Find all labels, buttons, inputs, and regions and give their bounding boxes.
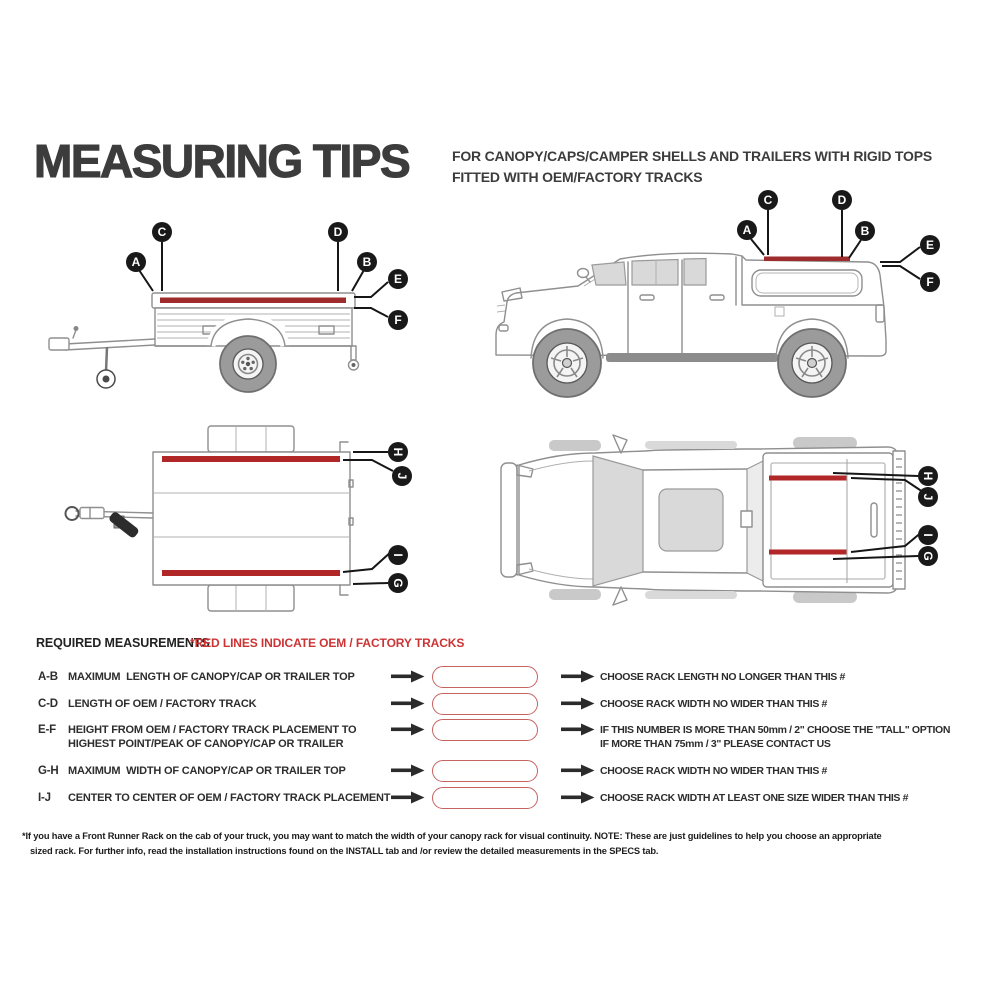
svg-text:F: F xyxy=(926,275,934,289)
arrow-right-icon xyxy=(561,697,595,710)
svg-text:J: J xyxy=(921,493,935,501)
measurement-key: E-F xyxy=(38,724,56,736)
measurement-key: C-D xyxy=(38,698,58,710)
arrow-right-icon xyxy=(561,723,595,736)
measurement-label: LENGTH OF OEM / FACTORY TRACK xyxy=(68,698,257,710)
trailer-side-view-diagram xyxy=(35,205,425,405)
trailer-tongue xyxy=(49,326,155,388)
jockey-handle xyxy=(108,511,140,539)
page-subtitle-line1: FOR CANOPY/CAPS/CAMPER SHELLS AND TRAILERS WITH RIGID TOPS xyxy=(452,148,932,164)
oem-track-line-side xyxy=(764,257,850,262)
footnote xyxy=(22,829,882,858)
trailer-top-art xyxy=(66,426,354,611)
callout-h xyxy=(918,466,938,486)
measurement-row-ij xyxy=(0,792,1000,826)
svg-text:H: H xyxy=(921,471,935,481)
measurement-key: G-H xyxy=(38,765,59,777)
arrow-right-icon xyxy=(391,791,425,804)
callout-j xyxy=(918,487,938,507)
callout-a xyxy=(126,252,146,272)
oem-track-line-top xyxy=(769,476,847,481)
footnote-line2: sized rack. For further info, read the installation instructions found on the INSTALL tab and /or review the detailed measurements in the SPECS tab. xyxy=(30,845,659,856)
callout-d xyxy=(328,222,348,242)
oem-track-line-top xyxy=(162,456,340,462)
measurement-value-box xyxy=(432,693,538,715)
arrow-right-icon xyxy=(561,670,595,683)
red-lines-note: *RED LINES INDICATE OEM / FACTORY TRACKS xyxy=(190,636,465,650)
oem-track-line-top xyxy=(769,550,847,555)
measurement-key: A-B xyxy=(38,671,58,683)
sunroof xyxy=(659,489,723,551)
measurement-result: CHOOSE RACK LENGTH NO LONGER THAN THIS # xyxy=(600,671,846,683)
measurement-value-box xyxy=(432,787,538,809)
callout-h xyxy=(388,442,408,462)
arrow-right-icon xyxy=(391,723,425,736)
svg-text:H: H xyxy=(391,447,405,457)
callout-e xyxy=(920,235,940,255)
callout-b xyxy=(357,252,377,272)
arrow-right-icon xyxy=(561,764,595,777)
arrow-right-icon xyxy=(391,764,425,777)
svg-text:D: D xyxy=(333,225,343,239)
callout-f xyxy=(920,272,940,292)
callout-i xyxy=(388,545,408,565)
callout-b xyxy=(855,221,875,241)
measurement-value-box xyxy=(432,666,538,688)
measurement-value-box xyxy=(432,760,538,782)
svg-text:C: C xyxy=(157,225,167,239)
measurement-row-ef xyxy=(0,724,1000,758)
rocker-panel xyxy=(606,353,778,362)
callout-e xyxy=(388,269,408,289)
canopy-window xyxy=(752,270,862,296)
measurement-result: IF THIS NUMBER IS MORE THAN 50mm / 2" CHOOSE THE "TALL" OPTION IF MORE THAN 75mm / 3" PLEASE CONTACT US xyxy=(600,724,951,750)
svg-text:D: D xyxy=(837,193,847,207)
truck-top-view-diagram xyxy=(495,425,955,615)
svg-text:I: I xyxy=(391,553,405,557)
trailer-side-art xyxy=(49,293,359,392)
oem-track-line-side xyxy=(160,298,346,304)
canopy-top xyxy=(763,453,893,587)
measurement-label: MAXIMUM WIDTH OF CANOPY/CAP OR TRAILER TOP xyxy=(68,765,346,777)
windshield xyxy=(593,456,643,586)
rear-wheel xyxy=(778,329,846,397)
measurement-key: I-J xyxy=(38,792,51,804)
footnote-line1: *If you have a Front Runner Rack on the cab of your truck, you may want to match the width of your canopy rack for visual continuity. NOTE: These are just guidelines to help you choose an appropriate xyxy=(22,831,882,841)
callout-g xyxy=(918,546,938,566)
callout-c xyxy=(758,190,778,210)
svg-text:A: A xyxy=(742,223,752,237)
callout-i xyxy=(918,525,938,545)
svg-text:B: B xyxy=(860,224,870,238)
svg-text:E: E xyxy=(925,238,935,252)
truck-side-art xyxy=(496,253,886,397)
oem-track-line-top xyxy=(162,570,340,576)
measurement-result: CHOOSE RACK WIDTH NO WIDER THAN THIS # xyxy=(600,765,828,777)
trailer-wheel xyxy=(220,336,276,392)
measurement-value-box xyxy=(432,719,538,741)
svg-text:C: C xyxy=(763,193,773,207)
measurement-label: MAXIMUM LENGTH OF CANOPY/CAP OR TRAILER TOP xyxy=(68,671,355,683)
side-mirror xyxy=(578,269,589,278)
page-title: MEASURING TIPS xyxy=(34,135,410,187)
front-bumper xyxy=(501,463,517,577)
truck-side-view-diagram xyxy=(480,185,970,400)
callout-j xyxy=(392,466,412,486)
trailer-top-view-diagram xyxy=(30,420,430,620)
required-measurements-heading: REQUIRED MEASUREMENTS xyxy=(36,636,210,650)
arrow-right-icon xyxy=(391,697,425,710)
truck-top-art xyxy=(501,435,905,605)
svg-text:F: F xyxy=(394,313,402,327)
measurement-label: CENTER TO CENTER OF OEM / FACTORY TRACK PLACEMENT xyxy=(68,792,391,804)
callout-c xyxy=(152,222,172,242)
measurement-label: HEIGHT FROM OEM / FACTORY TRACK PLACEMENT TO HIGHEST POINT/PEAK OF CANOPY/CAP OR TRAILER xyxy=(68,724,357,750)
page-subtitle-line2: FITTED WITH OEM/FACTORY TRACKS xyxy=(452,169,703,185)
svg-text:G: G xyxy=(921,551,935,561)
callout-d xyxy=(832,190,852,210)
trailer-tongue-top xyxy=(66,507,154,539)
callout-a xyxy=(737,220,757,240)
svg-text:J: J xyxy=(395,472,409,480)
arrow-right-icon xyxy=(391,670,425,683)
callout-f xyxy=(388,310,408,330)
svg-text:E: E xyxy=(393,272,403,286)
callout-g xyxy=(388,573,408,593)
arrow-right-icon xyxy=(561,791,595,804)
svg-text:B: B xyxy=(362,255,372,269)
measurement-result: CHOOSE RACK WIDTH AT LEAST ONE SIZE WIDER THAN THIS # xyxy=(600,792,909,804)
front-wheel xyxy=(533,329,601,397)
svg-text:I: I xyxy=(921,533,935,537)
measurement-result: CHOOSE RACK WIDTH NO WIDER THAN THIS # xyxy=(600,698,828,710)
svg-text:G: G xyxy=(391,578,405,588)
svg-text:A: A xyxy=(131,255,141,269)
